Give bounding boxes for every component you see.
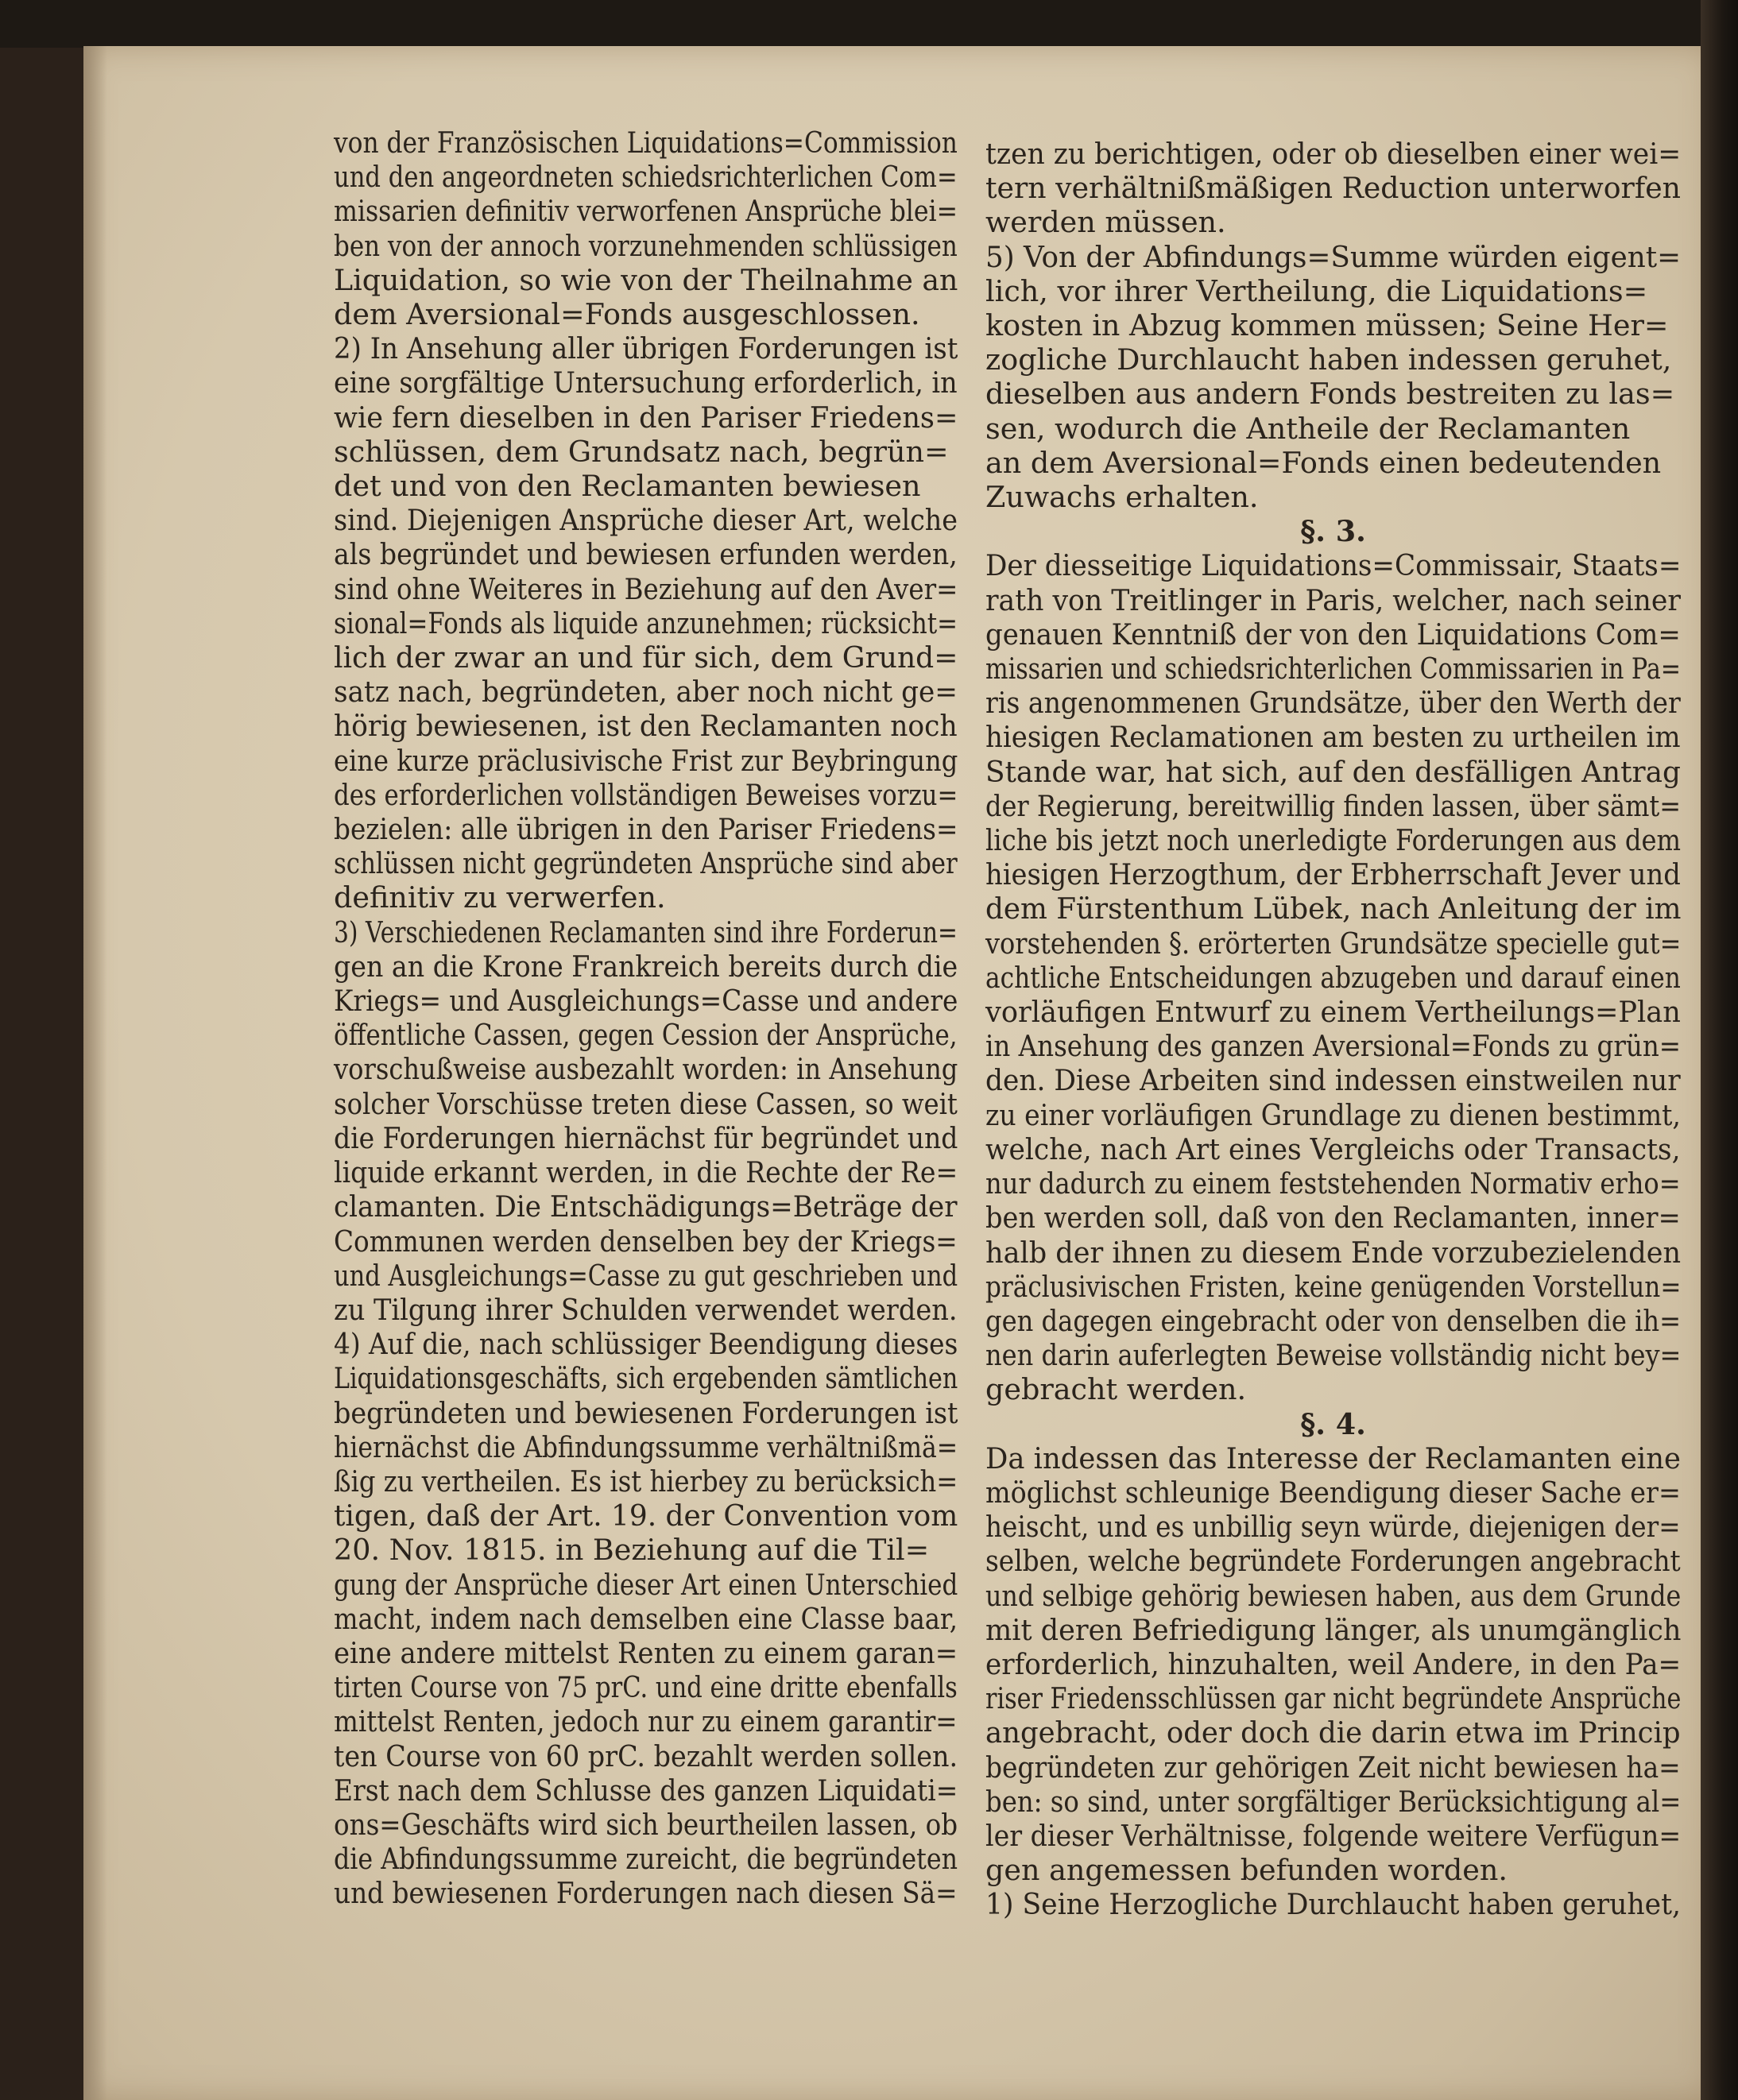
text-line: 20. Nov. 1815. in Beziehung auf die Til= <box>334 1533 930 1568</box>
text-line: zu Tilgung ihrer Schulden verwendet werden. <box>334 1292 958 1327</box>
text-line: ten Course von 60 prC. bezahlt werden sollen. <box>334 1738 958 1773</box>
text-line: angebracht, oder doch die darin etwa im Princip <box>985 1715 1681 1750</box>
text-line: satz nach, begründeten, aber noch nicht ge= <box>334 675 958 710</box>
text-line: ler dieser Verhältnisse, folgende weitere Verfügun= <box>985 1818 1682 1853</box>
text-line: heischt, und es unbillig seyn würde, diejenigen der= <box>985 1510 1681 1545</box>
text-line: und bewiesenen Forderungen nach diesen Sä= <box>334 1876 958 1911</box>
text-line: missarien definitiv verworfenen Ansprüche blei= <box>334 194 958 229</box>
text-line: halb der ihnen zu diesem Ende vorzubezielenden <box>985 1235 1682 1270</box>
text-line: Liquidationsgeschäfts, sich ergebenden sämtlichen <box>334 1361 958 1396</box>
scan-top-edge <box>0 0 1738 48</box>
text-line: begründeten und bewiesenen Forderungen ist <box>334 1395 958 1430</box>
text-line: die Abfindungssumme zureicht, die begründeten <box>334 1842 958 1877</box>
text-line: und Ausgleichungs=Casse zu gut geschrieben und <box>334 1258 958 1293</box>
text-line: zu einer vorläufigen Grundlage zu dienen bestimmt, <box>985 1097 1681 1132</box>
text-line: Da indessen das Interesse der Reclamanten eine <box>985 1441 1681 1475</box>
text-line: achtliche Entscheidungen abzugeben und darauf einen <box>985 960 1681 995</box>
text-line: ßig zu vertheilen. Es ist hierbey zu berücksich= <box>334 1464 958 1499</box>
text-line: tzen zu berichtigen, oder ob dieselben einer wei= <box>985 137 1682 171</box>
text-line: hiesigen Herzogthum, der Erbherrschaft Jever und <box>985 857 1681 892</box>
text-line: mit deren Befriedigung länger, als unumgänglich <box>985 1612 1682 1647</box>
text-line: an dem Aversional=Fonds einen bedeutenden <box>985 445 1662 480</box>
text-line: vorschußweise ausbezahlt worden: in Ansehung <box>334 1052 958 1087</box>
text-line: werden müssen. <box>985 205 1226 240</box>
text-line: möglichst schleunige Beendigung dieser Sache er= <box>985 1475 1681 1510</box>
text-line: Erst nach dem Schlusse des ganzen Liquidati= <box>334 1773 958 1808</box>
text-line: zogliche Durchlaucht haben indessen geruhet, <box>985 342 1672 377</box>
text-line: schlüssen, dem Grundsatz nach, begrün= <box>334 434 949 469</box>
text-line: 1) Seine Herzogliche Durchlaucht haben geruhet, <box>985 1887 1681 1922</box>
left-text-column <box>334 126 958 1911</box>
text-line: nur dadurch zu einem feststehenden Normativ erho= <box>985 1166 1681 1201</box>
text-line: ben werden soll, daß von den Reclamanten, inner= <box>985 1201 1681 1236</box>
text-line: liquide erkannt werden, in die Rechte der Re= <box>334 1155 958 1190</box>
text-line: missarien und schiedsrichterlichen Commissarien in Pa= <box>985 652 1682 686</box>
text-line: 4) Auf die, nach schlüssiger Beendigung dieses <box>334 1327 958 1362</box>
right-text-column <box>985 137 1681 1922</box>
text-line: lich, vor ihrer Vertheilung, die Liquidations= <box>985 273 1648 308</box>
text-line: Kriegs= und Ausgleichungs=Casse und andere <box>334 984 958 1019</box>
text-line: vorstehenden §. erörterten Grundsätze specielle gut= <box>985 926 1682 961</box>
text-line: dem Fürstenthum Lübek, nach Anleitung der im <box>985 891 1682 926</box>
text-line: schlüssen nicht gegründeten Ansprüche sind aber <box>334 846 958 881</box>
text-line: liche bis jetzt noch unerledigte Forderungen aus dem <box>985 823 1682 858</box>
text-line: ris angenommenen Grundsätze, über den Werth der <box>985 686 1681 721</box>
text-line: det und von den Reclamanten bewiesen <box>334 469 921 504</box>
text-line: sen, wodurch die Antheile der Reclamanten <box>985 411 1631 446</box>
text-line: öffentliche Cassen, gegen Cession der Ansprüche, <box>334 1018 958 1053</box>
text-line: hiesigen Reclamationen am besten zu urtheilen im <box>985 720 1681 755</box>
text-line: clamanten. Die Entschädigungs=Beträge der <box>334 1189 958 1224</box>
text-line: gen dagegen eingebracht oder von denselben die ih= <box>985 1303 1682 1338</box>
text-line: Communen werden denselben bey der Kriegs= <box>334 1224 958 1259</box>
text-line: dieselben aus andern Fonds bestreiten zu las= <box>985 377 1675 412</box>
text-line: Zuwachs erhalten. <box>985 480 1259 515</box>
text-line: lich der zwar an und für sich, dem Grund= <box>334 640 958 675</box>
text-line: sional=Fonds als liquide anzunehmen; rücksicht= <box>334 605 958 640</box>
text-line: sind ohne Weiteres in Beziehung auf den Aver= <box>334 571 958 606</box>
text-line: Liquidation, so wie von der Theilnahme an <box>334 262 958 297</box>
text-line: von der Französischen Liquidations=Commission <box>334 126 958 160</box>
text-line: rath von Treitlinger in Paris, welcher, nach seiner <box>985 582 1681 617</box>
text-line: wie fern dieselben in den Pariser Friedens= <box>334 400 958 435</box>
text-line: dem Aversional=Fonds ausgeschlossen. <box>334 297 920 332</box>
text-line: kosten in Abzug kommen müssen; Seine Her= <box>985 308 1669 343</box>
text-line: tirten Course von 75 prC. und eine dritte ebenfalls <box>334 1670 958 1705</box>
text-line: hörig bewiesenen, ist den Reclamanten noch <box>334 709 958 744</box>
text-line: Der diesseitige Liquidations=Commissair, Staats= <box>985 548 1682 583</box>
text-line: erforderlich, hinzuhalten, weil Andere, in den Pa= <box>985 1646 1682 1681</box>
page-gutter <box>83 46 107 2100</box>
scan-right-edge <box>1701 0 1738 2100</box>
text-line: riser Friedensschlüssen gar nicht begründete Ansprüche <box>985 1681 1682 1716</box>
section-heading-3: §. 3. <box>1300 514 1366 549</box>
section-heading-4: §. 4. <box>1300 1406 1366 1441</box>
text-line: eine kurze präclusivische Frist zur Beybringung <box>334 743 958 778</box>
text-line: begründeten zur gehörigen Zeit nicht bewiesen ha= <box>985 1750 1681 1785</box>
text-line: der Regierung, bereitwillig finden lassen, über sämt= <box>985 788 1682 823</box>
text-line: präclusivischen Fristen, keine genügenden Vorstellun= <box>985 1269 1682 1304</box>
text-line: 3) Verschiedenen Reclamanten sind ihre Forderun= <box>334 915 958 949</box>
text-line: und den angeordneten schiedsrichterlichen Com= <box>334 160 958 195</box>
text-line: macht, indem nach demselben eine Classe baar, <box>334 1601 958 1636</box>
text-line: ben: so sind, unter sorgfältiger Berücksichtigung al= <box>985 1784 1682 1819</box>
text-line: eine andere mittelst Renten zu einem garan= <box>334 1635 958 1670</box>
text-line: tern verhältnißmäßigen Reduction unterworfen <box>985 171 1682 206</box>
text-line: bezielen: alle übrigen in den Pariser Friedens= <box>334 812 958 847</box>
text-line: in Ansehung des ganzen Aversional=Fonds zu grün= <box>985 1029 1682 1064</box>
text-line: ben von der annoch vorzunehmenden schlüssigen <box>334 228 958 263</box>
text-line: hiernächst die Abfindungssumme verhältnißmä= <box>334 1429 958 1464</box>
text-line: eine sorgfältige Untersuchung erforderlich, in <box>334 365 958 400</box>
text-line: gen an die Krone Frankreich bereits durch die <box>334 949 958 984</box>
text-line: gung der Ansprüche dieser Art einen Unterschied <box>334 1567 958 1602</box>
text-line: nen darin auferlegten Beweise vollständig nicht bey= <box>985 1338 1682 1373</box>
text-line: 5) Von der Abfindungs=Summe würden eigent= <box>985 239 1682 274</box>
text-line: definitiv zu verwerfen. <box>334 880 666 915</box>
text-line: solcher Vorschüsse treten diese Cassen, so weit <box>334 1086 958 1121</box>
text-line: sind. Diejenigen Ansprüche dieser Art, welche <box>334 503 958 538</box>
text-line: tigen, daß der Art. 19. der Convention vom <box>334 1499 958 1533</box>
text-line: genauen Kenntniß der von den Liquidations Com= <box>985 617 1681 652</box>
text-line: und selbige gehörig bewiesen haben, aus dem Grunde <box>985 1578 1682 1613</box>
text-line: gen angemessen befunden worden. <box>985 1853 1508 1888</box>
text-line: gebracht werden. <box>985 1372 1247 1407</box>
text-line: ons=Geschäfts wird sich beurtheilen lassen, ob <box>334 1807 958 1842</box>
text-line: den. Diese Arbeiten sind indessen einstweilen nur <box>985 1063 1681 1098</box>
text-line: des erforderlichen vollständigen Beweises vorzu= <box>334 777 958 812</box>
text-line: als begründet und bewiesen erfunden werden, <box>334 537 958 572</box>
text-line: mittelst Renten, jedoch nur zu einem garantir= <box>334 1704 958 1739</box>
text-line: welche, nach Art eines Vergleichs oder Transacts, <box>985 1131 1681 1166</box>
text-line: die Forderungen hiernächst für begründet und <box>334 1120 958 1155</box>
text-line: vorläufigen Entwurf zu einem Vertheilungs=Plan <box>985 995 1681 1030</box>
text-line: 2) In Ansehung aller übrigen Forderungen ist <box>334 331 958 366</box>
text-line: selben, welche begründete Forderungen angebracht <box>985 1544 1681 1579</box>
text-line: Stande war, hat sich, auf den desfälligen Antrag <box>985 754 1681 789</box>
